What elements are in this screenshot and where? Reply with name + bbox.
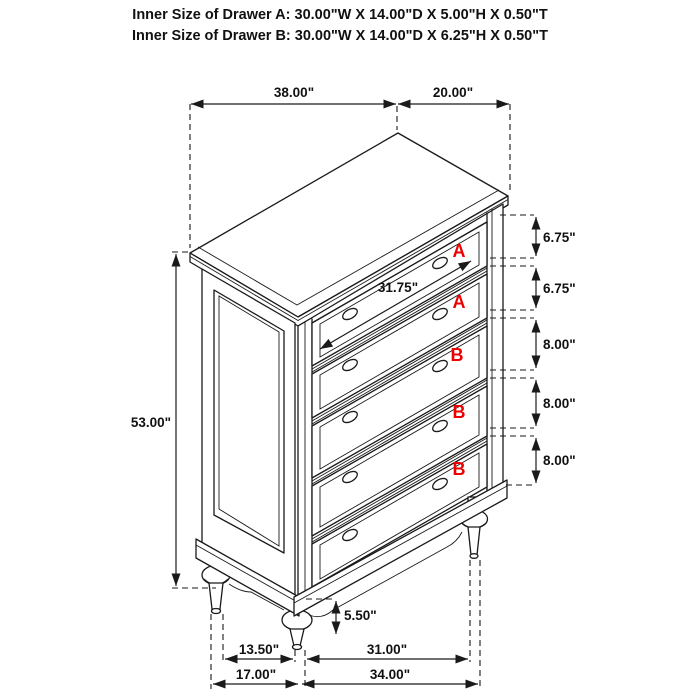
drawer-b-note: Inner Size of Drawer B: 30.00"W X 14.00"D X 6.25"H X 0.50"T (132, 28, 548, 44)
top-width-label: 38.00" (273, 85, 315, 100)
drawer-2-letter: A (452, 292, 466, 312)
drawer-height-label-2: 6.75" (543, 281, 576, 296)
row2-right-label: 34.00" (369, 667, 411, 682)
row1-right-label: 31.00" (366, 642, 408, 657)
drawer-height-label-5: 8.00" (543, 453, 576, 468)
top-depth-label: 20.00" (432, 85, 474, 100)
drawer-1-letter: A (452, 241, 466, 261)
drawer-4-letter: B (452, 402, 466, 422)
drawer-a-note: Inner Size of Drawer A: 30.00"W X 14.00"D X 5.00"H X 0.50"T (132, 7, 548, 23)
height-label: 53.00" (130, 415, 171, 430)
opening-width-label: 31.75" (377, 280, 419, 295)
row1-left-label: 13.50" (238, 642, 280, 657)
chest-drawing (190, 133, 508, 650)
drawer-height-label-3: 8.00" (543, 337, 576, 352)
drawer-5-letter: B (452, 459, 466, 479)
drawer-height-label-4: 8.00" (543, 396, 576, 411)
drawer-height-label-1: 6.75" (543, 230, 576, 245)
drawer-3-letter: B (450, 345, 464, 365)
row2-left-label: 17.00" (235, 667, 277, 682)
chest-left-side (202, 269, 295, 595)
leg-height-label: 5.50" (344, 608, 377, 623)
